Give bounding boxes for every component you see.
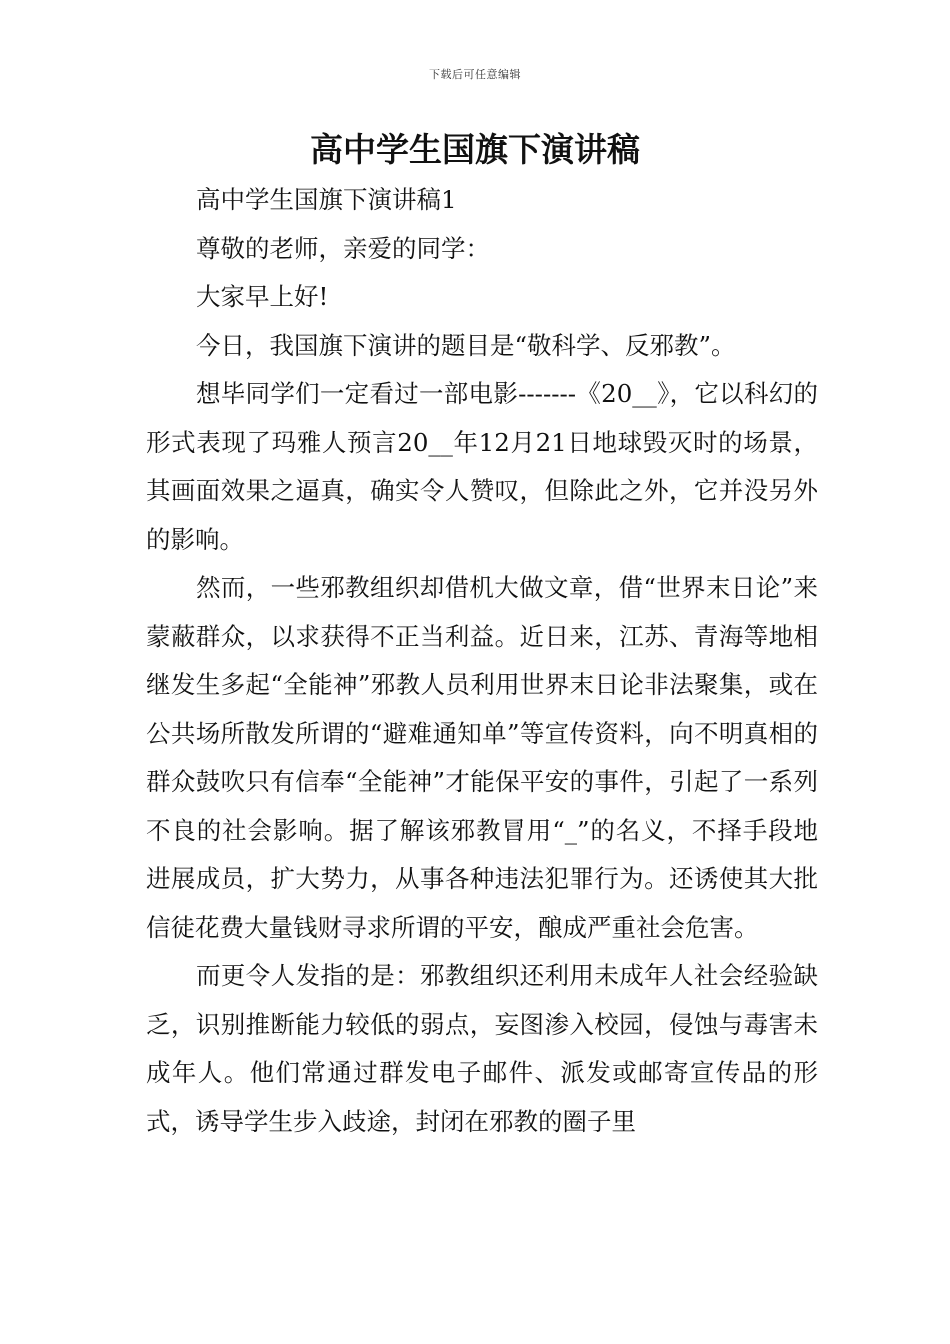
document-body xyxy=(146,176,818,1146)
paragraph: 高中学生国旗下演讲稿1 xyxy=(196,185,457,214)
paragraph: 今日，我国旗下演讲的题目是“敬科学、反邪教”。 xyxy=(196,330,736,360)
paragraph: 而更令人发指的是：邪教组织还利用未成年人社会经验缺乏，识别推断能力较低的弱点，妄图渗入校园，侵蚀与毒害未成年人。他们常通过群发电子邮件、派发或邮寄宣传品的形式，诱导学生步入歧途，封闭在邪教的圈子里 xyxy=(146,961,818,1136)
paragraph: 大家早上好! xyxy=(196,282,329,311)
document-title: 高中学生国旗下演讲稿 xyxy=(310,130,640,169)
paragraph: 想毕同学们一定看过一部电影-------《20__》，它以科幻的形式表现了玛雅人预言20__年12月21日地球毁灭时的场景，其画面效果之逼真，确实令人赞叹，但除此之外，它并没另外的影响。 xyxy=(146,379,818,554)
paragraph: 尊敬的老师，亲爱的同学： xyxy=(196,233,490,263)
header-note: 下载后可任意编辑 xyxy=(429,68,521,81)
paragraph: 然而，一些邪教组织却借机大做文章，借“世界末日论”来蒙蔽群众，以求获得不正当利益。近日来，江苏、青海等地相继发生多起“全能神”邪教人员利用世界末日论非法聚集，或在公共场所散发所谓的“避难通知单”等宣传资料，向不明真相的群众鼓吹只有信奉“全能神”才能保平安的事件，引起了一系列不良的社会影响。据了解该邪教冒用“_”的名义，不择手段地进展成员，扩大势力，从事各种违法犯罪行为。还诱使其大批信徒花费大量钱财寻求所谓的平安，酿成严重社会危害。 xyxy=(146,573,818,942)
